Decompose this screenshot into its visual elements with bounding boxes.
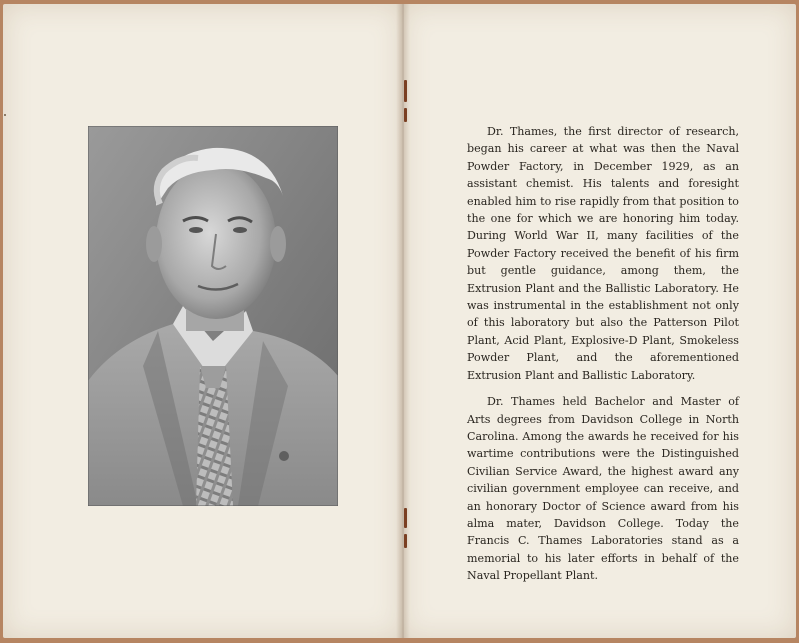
binding-gutter <box>396 4 410 638</box>
biography-paragraph-1: Dr. Thames, the first director of research, began his career at what was then the Naval Powder Factory, in December 1929, as an assistant chemist. His talents and foresight enabled him to rise rapidly from that position to the one for which we are honoring him today. During World War II, many facilities of the Powder Factory received the benefit of his firm but gentle guidance, among them, the Extrusion Plant and the Ballistic Laboratory. He was instrumental in the establishment not only of this laboratory but also the Patterson Pilot Plant, Acid Plant, Explosive-D Plant, Smokeless Powder Plant, and the aforementioned Extrusion Plant and Ballistic Laboratory. <box>467 125 739 382</box>
biography-text <box>467 123 739 594</box>
staple-top-lower <box>404 108 407 122</box>
staple-top <box>404 80 407 102</box>
biography-paragraph-2: Dr. Thames held Bachelor and Master of Arts degrees from Davidson College in North Carolina. Among the awards he received for his wartime contributions were the Distinguished Civilian Service Award, the highest award any civilian government employee can receive, and an honorary Doctor of Science award from his alma mater, Davidson College. Today the Francis C. Thames Laboratories stand as a memorial to his later efforts in behalf of the Naval Propellant Plant. <box>467 395 739 583</box>
paper-fleck <box>4 114 6 116</box>
portrait-photo-icon <box>88 126 338 506</box>
staple-bottom-lower <box>404 534 407 548</box>
staple-bottom <box>404 508 407 528</box>
